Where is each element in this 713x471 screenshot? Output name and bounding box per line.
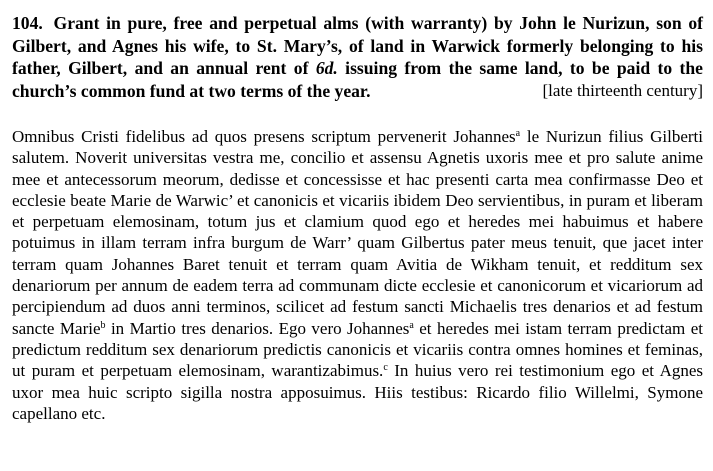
latin-text: [12, 126, 703, 424]
entry-date: [late thirteenth century]: [542, 80, 703, 100]
footnote-marker: c: [383, 362, 388, 374]
document-page: [12, 12, 703, 424]
text-segment: et heredes mei istam terram predictam et predictum redditum sex denariorum predictis canonicis et vicariis contra omnes homines et feminas, ut puram et perpetuam elemosinam, warantizabimus.: [12, 318, 703, 381]
text-segment: le Nurizun filius Gilberti salutem. Noverit universitas vestra me, concilio et assensu Agnetis uxoris mee et pro salute anime mee et antecessorum meorum, dedisse et concessisse et hac presenti carta mea confirmasse Deo et ecclesie beate Marie de Warwic’ et canonicis et vicariis ibidem Deo servientibus, in puram et liberam et perpetuam elemosinam, totum jus et clamium quod ego et heredes mei habuimus et habere potuimus in illam terram infra burgum de Warr’ quam Gilbertus pater meus tenuit, que jacet inter terram quam Johannes Baret tenuit et terram quam Avitia de Wikham tenuit, et redditum sex denariorum per annum de eadem terra ad communam dicte ecclesie et canonicorum et vicariorum ad percipiendum ad duos anni terminos, scilicet ad festum sancti Michaelis tres denarios et ad festum sancte Marie: [12, 127, 703, 338]
footnote-marker: b: [100, 319, 106, 331]
heading-amount: 6d.: [315, 58, 338, 78]
text-segment: Omnibus Cristi fidelibus ad quos presens scriptum pervenerit Johannes: [12, 127, 516, 146]
heading-text-part2: issuing from the same land, to be paid to the church’s common fund at two terms of the year.: [12, 58, 703, 101]
entry-heading: [12, 12, 703, 102]
text-segment: In huius vero rei testimonium ego et Agnes uxor mea huic scripto sigilla nostra apposuimus. Hiis testibus: Ricardo filio Willelmi, Symone capellano etc.: [12, 361, 704, 423]
footnote-marker: a: [515, 128, 521, 139]
footnote-marker: a: [409, 319, 414, 331]
text-segment: in Martio tres denarios. Ego vero Johannes: [105, 318, 410, 338]
entry-number: 104.: [12, 13, 43, 33]
heading-text-part1: Grant in pure, free and perpetual alms (with warranty) by John le Nurizun, son of Gilbert, and Agnes his wife, to St. Mary’s, of land in Warwick formerly belonging to his father, Gilbert, and an annual rent of: [12, 13, 703, 78]
